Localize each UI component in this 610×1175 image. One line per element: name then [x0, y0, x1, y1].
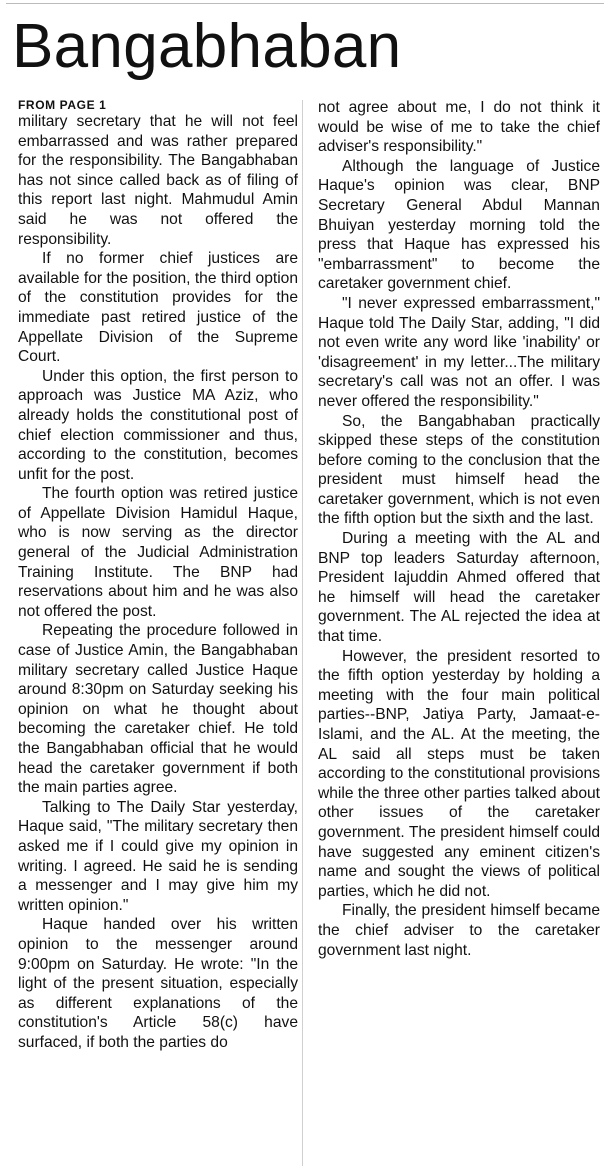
paragraph: Under this option, the first person to approach was Justice MA Aziz, who already holds the constitutional post of chief election commissioner and thus, according to the constitution, becomes unfit for the post. [18, 367, 298, 483]
column-divider [302, 100, 303, 1166]
paragraph: Repeating the procedure followed in case of Justice Amin, the Bangabhaban military secretary called Justice Haque around 8:30pm on Saturday seeking his opinion on what he thought about becoming the caretaker chief. He told the Bangabhaban official that he would head the caretaker government if both the main parties agree. [18, 622, 298, 797]
paragraph: "I never expressed embarrassment," Haque told The Daily Star, adding, "I did not even write any word like 'inability' or 'disagreement' in my letter...The military secretary's call was not an offer. I was never offered the responsibility." [318, 294, 600, 410]
paragraph: Talking to The Daily Star yesterday, Haque said, "The military secretary then asked me if I could give my opinion in writing. I agreed. He said he is sending a messenger and I may give him my written opinion." [18, 798, 298, 914]
paragraph: Finally, the president himself became the chief adviser to the caretaker government last night. [318, 902, 600, 959]
jump-line: FROM PAGE 1 [18, 98, 107, 112]
headline: Bangabhaban [12, 12, 402, 81]
paragraph: During a meeting with the AL and BNP top leaders Saturday afternoon, President Iajuddin Ahmed offered that he himself will head the caretaker government. The AL rejected the idea at that time. [318, 530, 600, 646]
paragraph: The fourth option was retired justice of Appellate Division Hamidul Haque, who is now serving as the director general of the Judicial Administration Training Institute. The BNP had reservations about him and he was also not offered the post. [18, 485, 298, 620]
paragraph: not agree about me, I do not think it would be wise of me to take the chief adviser's responsibility." [318, 99, 600, 156]
paragraph: Haque handed over his written opinion to the messenger around 9:00pm on Saturday. He wrote: "In the light of the present situation, especially as different explanations of the constitution's Article 58(c) have surfaced, if both the parties do [18, 916, 298, 1051]
top-rule [6, 3, 604, 4]
paragraph: Although the language of Justice Haque's opinion was clear, BNP Secretary General Abdul Mannan Bhuiyan yesterday morning told the press that Haque has expressed his "embarrassment" to become the caretaker government chief. [318, 157, 600, 293]
paragraph: So, the Bangabhaban practically skipped these steps of the constitution before coming to the conclusion that the president must himself head the caretaker government, which is not even the fifth option but the sixth and the last. [318, 412, 600, 528]
paragraph: However, the president resorted to the fifth option yesterday by holding a meeting with the four main political parties--BNP, Jatiya Party, Jamaat-e-Islami, and the AL. At the meeting, the AL said all steps must be taken according to the constitutional provisions while the three other parties talked about other issues of the caretaker government. The president himself could have suggested any eminent citizen's name and sought the views of political parties, which he did not. [318, 647, 600, 900]
right-column [318, 98, 600, 1170]
paragraph: military secretary that he will not feel embarrassed and was rather prepared for the responsibility. The Bangabhaban has not since called back as of filing of this report last night. Mahmudul Amin said he was not offered the responsibility. [18, 113, 298, 248]
paragraph: If no former chief justices are available for the position, the third option of the constitution provides for the immediate past retired justice of the Appellate Division of the Supreme Court. [18, 250, 298, 366]
left-column [18, 98, 298, 1170]
